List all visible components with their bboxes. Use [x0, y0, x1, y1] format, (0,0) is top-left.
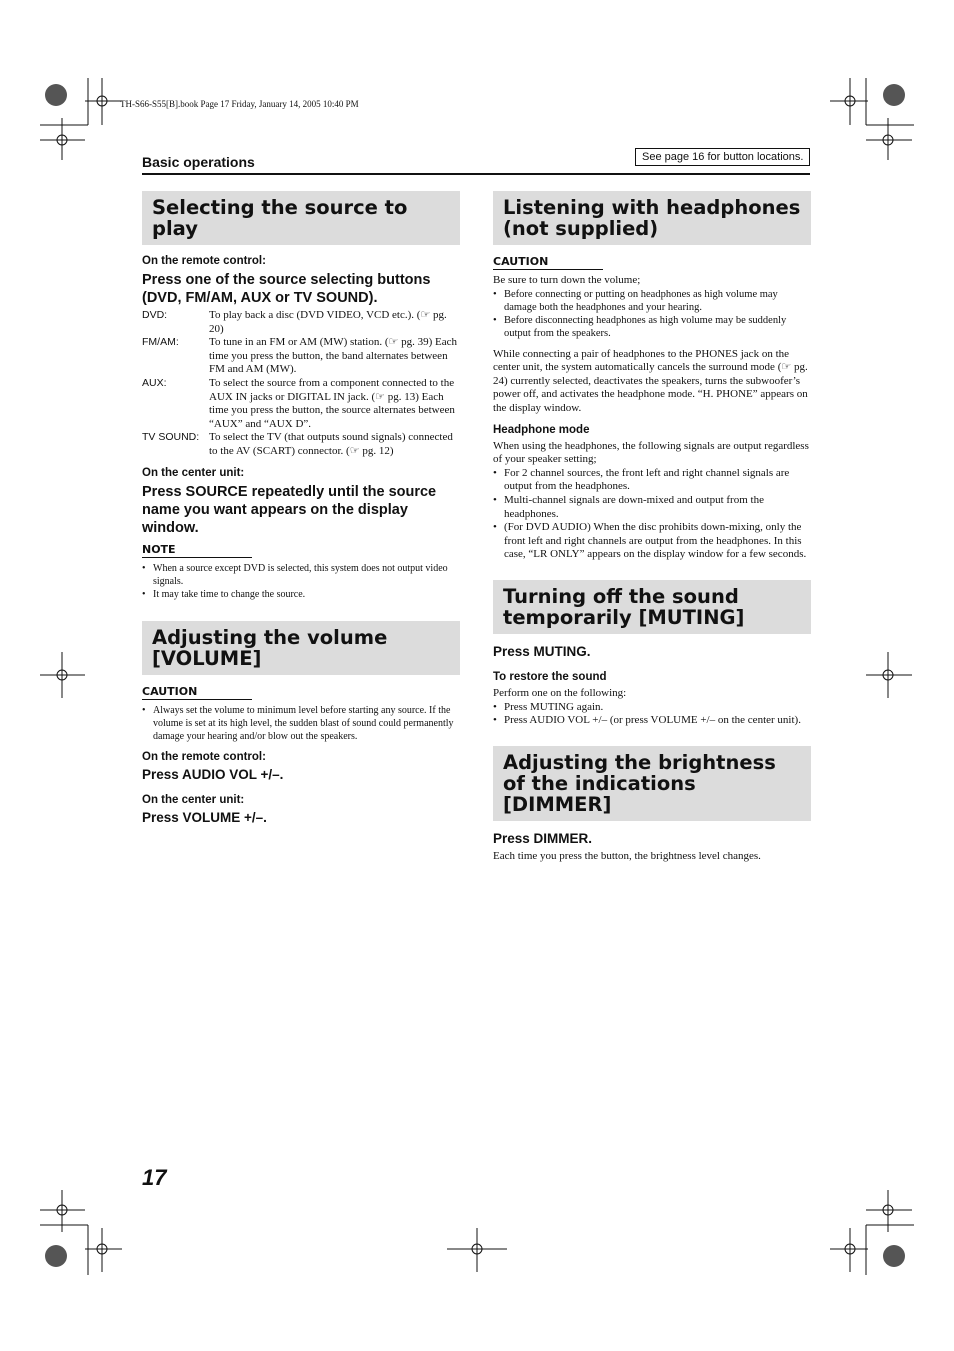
list-item: • Press MUTING again. [504, 701, 811, 715]
selecting-center-instruction: Press SOURCE repeatedly until the source name you want appears on the display window. [142, 483, 437, 536]
selecting-title: Selecting the source to play [142, 191, 460, 245]
def-key: TV SOUND: [142, 431, 200, 444]
volume-center-instruction: Press VOLUME +/–. [142, 809, 267, 825]
list-item: • Before connecting or putting on headphones as high volume may damage both the headphones and your hearing. [504, 288, 811, 314]
volume-caution-list [142, 704, 460, 743]
dimmer-title: Adjusting the brightness of the indications [DIMMER] [493, 746, 811, 821]
print-info: TH-S66-S55[B].book Page 17 Friday, January 14, 2005 10:40 PM [120, 99, 359, 109]
headphone-mode-heading: Headphone mode [493, 423, 590, 436]
note-list [142, 562, 460, 601]
note-heading: NOTE [142, 543, 252, 558]
def-desc: To select the TV (that outputs sound signals) connected to the AV (SCART) connector. (☞ pg. 12) [209, 431, 453, 457]
def-key: DVD: [142, 309, 168, 321]
right-column [493, 191, 811, 863]
page-number: 17 [142, 1165, 167, 1190]
headphones-caution-heading: CAUTION [493, 255, 603, 270]
def-desc: To select the source from a component connected to the AUX IN jacks or DIGITAL IN jack. (☞ pg. 13) Each time you press the button, the source alternates between “AUX” and “AUX D”. [209, 376, 455, 430]
list-item: • For 2 channel sources, the front left and right channel signals are output from the headphones. [504, 467, 811, 494]
def-key: FM/AM: [142, 336, 179, 349]
headphone-mode-intro: When using the headphones, the following signals are output regardless of your speaker setting; [493, 439, 809, 466]
list-item: • Multi-channel signals are down-mixed and output from the headphones. [504, 494, 811, 521]
list-item: • (For DVD AUDIO) When the disc prohibits down-mixing, only the front left and right channels are output from the headphones. In this case, “LR ONLY” appears on the display window for a few seconds. [504, 521, 811, 562]
headphones-caution-intro: Be sure to turn down the volume; [493, 274, 641, 286]
volume-caution-heading: CAUTION [142, 685, 252, 700]
selecting-remote-label: On the remote control: [142, 255, 266, 267]
selecting-remote-instruction: Press one of the source selecting buttons (DVD, FM/AM, AUX or TV SOUND). [142, 272, 431, 306]
headphones-paragraph: While connecting a pair of headphones to the PHONES jack on the center unit, the system automatically cancels the surround mode (☞ pg. 24) currently selected, deactivates the speakers, turns the subwoofer’s power off, and activates the headphone mode. “H. PHONE” appears on the display window. [493, 347, 808, 414]
def-desc: To tune in an FM or AM (MW) station. (☞ pg. 39) Each time you press the button, the band alternates between FM and AM (MW). [209, 336, 457, 376]
muting-instruction: Press MUTING. [493, 643, 591, 659]
volume-remote-instruction: Press AUDIO VOL +/–. [142, 766, 284, 782]
headphones-caution-list [493, 288, 811, 340]
dimmer-description: Each time you press the button, the brightness level changes. [493, 849, 761, 862]
headphones-title: Listening with headphones (not supplied) [493, 191, 811, 245]
selecting-center-label: On the center unit: [142, 466, 245, 479]
list-item: • Always set the volume to minimum level before starting any source. If the volume is set at its high level, the sudden blast of sound could permanently damage your hearing and/or blow out the speakers. [153, 704, 460, 743]
restore-heading: To restore the sound [493, 670, 607, 683]
volume-remote-label: On the remote control: [142, 750, 266, 763]
list-item: • Before disconnecting headphones as high volume may be suddenly output from the speakers. [504, 314, 811, 340]
restore-intro: Perform one on the following: [493, 686, 627, 699]
volume-center-label: On the center unit: [142, 793, 245, 806]
headphone-mode-list [493, 467, 811, 562]
def-desc: To play back a disc (DVD VIDEO, VCD etc.). (☞ pg. 20) [209, 309, 447, 335]
restore-list [493, 701, 811, 728]
see-page-note: See page 16 for button locations. [635, 148, 810, 166]
list-item: • When a source except DVD is selected, this system does not output video signals. [153, 562, 460, 588]
dimmer-instruction: Press DIMMER. [493, 830, 593, 846]
def-key: AUX: [142, 376, 167, 389]
left-column [142, 191, 460, 829]
list-item: • It may take time to change the source. [153, 588, 460, 601]
source-definitions [142, 309, 460, 459]
muting-title: Turning off the sound temporarily [MUTING] [493, 580, 811, 634]
section-label: Basic operations [142, 154, 255, 170]
list-item: • Press AUDIO VOL +/– (or press VOLUME +/– on the center unit). [504, 714, 811, 728]
header-rule [142, 173, 810, 175]
volume-title: Adjusting the volume [VOLUME] [142, 621, 460, 675]
